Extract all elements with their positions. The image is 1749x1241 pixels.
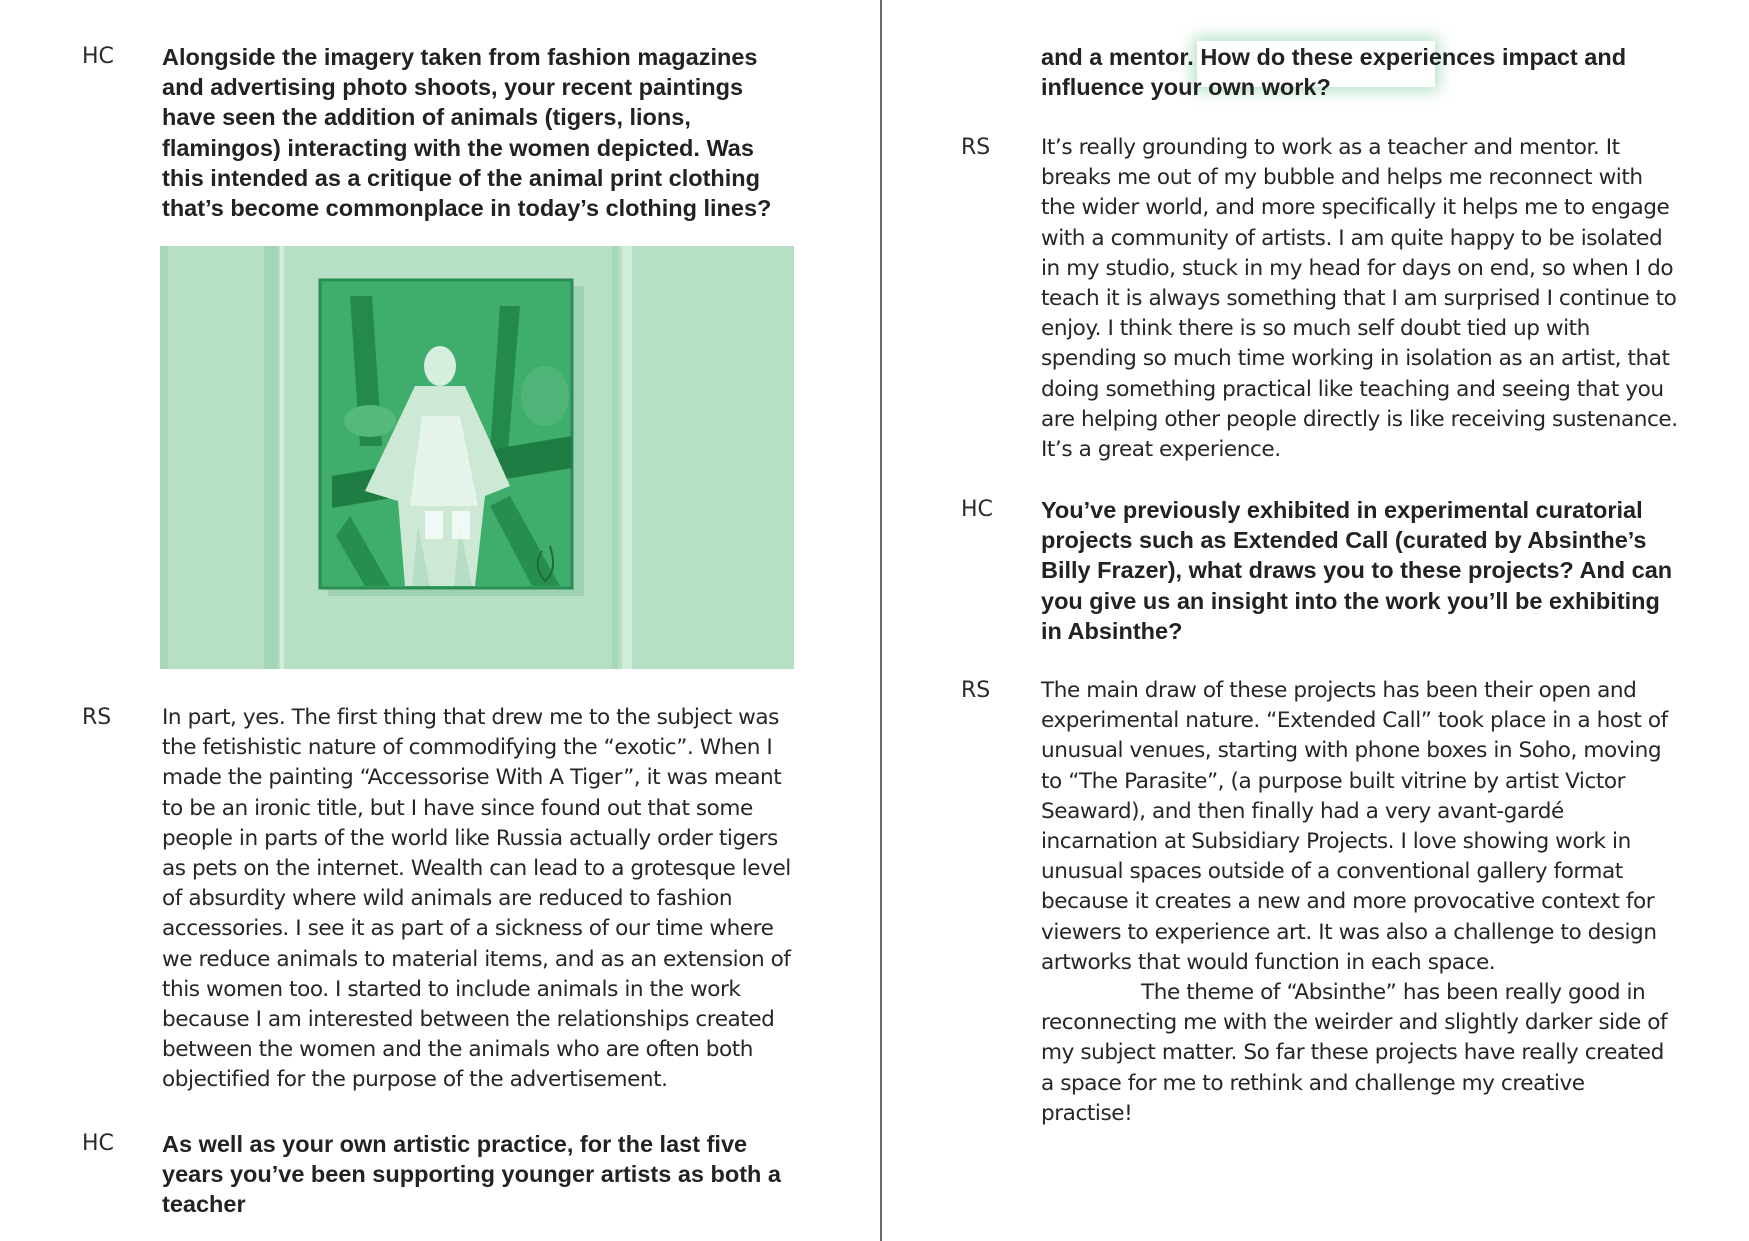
speaker-label: RS — [961, 678, 991, 703]
speaker-label: RS — [82, 705, 112, 730]
painting-image — [160, 246, 794, 669]
question-text: Alongside the imagery taken from fashion magazines and advertising photo shoots, your recent paintings have seen the addition of animals (tigers, lions, flamingos) interacting with the women depicted. Was this intended as a critique of the animal print clothing that’s become commonplace in today’s clothing lines? — [162, 44, 772, 222]
answer-text: It’s really grounding to work as a teacher and mentor. It breaks me out of my bubble and helps me reconnect with the wider world, and more specifically it helps me to engage with a community of artists. I am quite happy to be isolated in my studio, stuck in my head for days on end, so when I do teach it is always something that I am surprised I continue to enjoy. I think there is so much self doubt tied up with spending so much time working in isolation as an artist, that doing something practical like teaching and seeing that you are helping other people directly is like receiving sustenance. It’s a great experience. — [1041, 135, 1678, 463]
speaker-label: HC — [961, 497, 993, 522]
answer-text — [1041, 676, 1681, 1129]
answer-text: In part, yes. The first thing that drew me to the subject was the fetishistic nature of commodifying the “exotic”. When I made the painting “Accessorise With A Tiger”, it was meant to be an ironic title, but I have since found out that some people in parts of the world like Russia actually order tigers as pets on the internet. Wealth can lead to a grotesque level of absurdity where wild animals are reduced to fashion accessories. I see it as part of a sickness of our time where we reduce animals to material items, and as an extension of this women too. I started to include animals in the work because I am interested between the relationships created between the women and the animals who are often both objectified for the purpose of the advertisement. — [162, 705, 791, 1093]
question-text-part: and a mentor. — [1041, 44, 1194, 70]
question-text-continued — [1041, 42, 1681, 102]
question-text: As well as your own artistic practice, for the last five years you’ve been supporting younger artists as both a teacher — [162, 1131, 781, 1218]
speaker-label: HC — [82, 44, 114, 69]
artwork-photo — [160, 246, 794, 669]
speaker-label: HC — [82, 1131, 114, 1156]
column-divider — [880, 0, 882, 1241]
question-text: You’ve previously exhibited in experimental curatorial projects such as Extended Call (curated by Absinthe’s Billy Frazer), what draws you to these projects? And can you give us an insight into the work you’ll be exhibiting in Absinthe? — [1041, 497, 1673, 644]
answer-paragraph: The theme of “Absinthe” has been really good in reconnecting me with the weirder and slightly darker side of my subject matter. So far these projects have really created a space for me to rethink and challenge my creative practise! — [1041, 980, 1668, 1126]
answer-paragraph: The main draw of these projects has been their open and experimental nature. “Extended Call” took place in a host of unusual venues, starting with phone boxes in Soho, moving to “The Parasite”, (a purpose built vitrine by artist Victor Seaward), and then finally had a very avant-gardé incarnation at Subsidiary Projects. I love showing work in unusual spaces outside of a conventional gallery format because it creates a new and more provocative context for viewers to experience art. It was also a challenge to design artworks that would function in each space. — [1041, 678, 1668, 975]
speaker-label: RS — [961, 135, 991, 160]
highlighted-question-text: How do these experiences impact and influence your own work? — [1041, 44, 1627, 101]
